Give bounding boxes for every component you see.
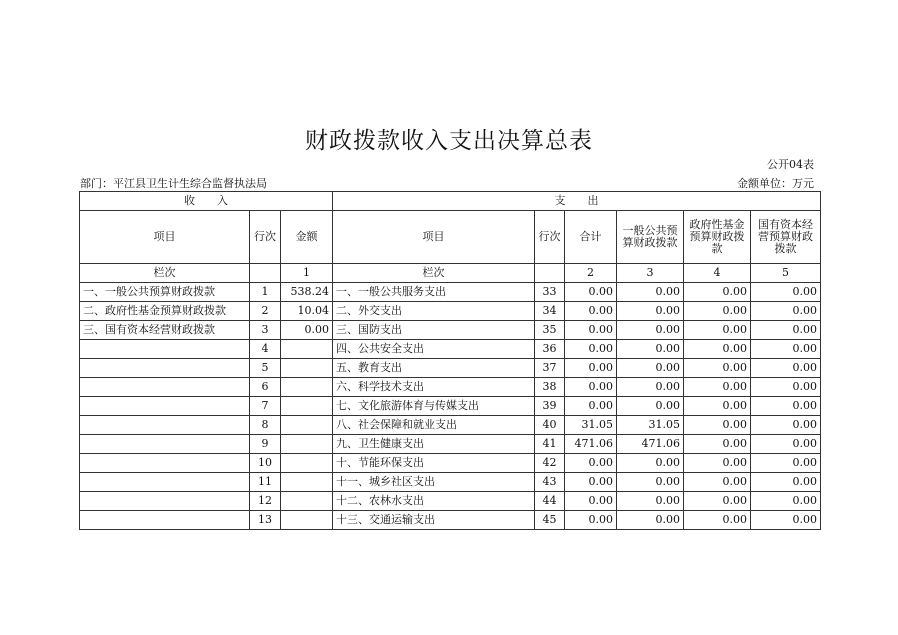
column-num-2: 2	[565, 264, 617, 283]
column-label-right: 栏次	[333, 264, 535, 283]
general-budget-cell: 0.00	[617, 511, 684, 530]
total-cell: 0.00	[565, 511, 617, 530]
income-amount-cell	[281, 454, 333, 473]
income-amount-cell	[281, 340, 333, 359]
state-capital-cell: 0.00	[751, 511, 821, 530]
expense-line-no-cell: 37	[535, 359, 565, 378]
table-row	[80, 283, 821, 302]
state-capital-cell: 0.00	[751, 435, 821, 454]
general-budget-cell: 0.00	[617, 302, 684, 321]
income-item-cell	[80, 473, 250, 492]
page-title: 财政拨款收入支出决算总表	[305, 128, 593, 154]
income-item-cell	[80, 416, 250, 435]
income-item-cell	[80, 378, 250, 397]
income-line-no-cell: 6	[250, 378, 281, 397]
general-budget-cell: 0.00	[617, 359, 684, 378]
income-item-cell	[80, 435, 250, 454]
income-line-no-cell: 13	[250, 511, 281, 530]
expense-line-no-cell: 45	[535, 511, 565, 530]
table-row	[80, 492, 821, 511]
income-item-cell	[80, 359, 250, 378]
income-item-cell: 一、一般公共预算财政拨款	[80, 283, 250, 302]
table-row	[80, 473, 821, 492]
gov-fund-cell: 0.00	[684, 454, 751, 473]
form-code: 公开04表	[767, 158, 814, 171]
general-budget-cell: 0.00	[617, 321, 684, 340]
gov-fund-cell: 0.00	[684, 416, 751, 435]
gov-fund-cell: 0.00	[684, 359, 751, 378]
income-item-cell	[80, 397, 250, 416]
state-capital-cell: 0.00	[751, 283, 821, 302]
income-amount-cell	[281, 511, 333, 530]
column-num-5: 5	[751, 264, 821, 283]
total-cell: 0.00	[565, 454, 617, 473]
income-line-no-header: 行次	[250, 211, 281, 264]
income-amount-cell: 538.24	[281, 283, 333, 302]
expense-line-no-cell: 42	[535, 454, 565, 473]
expense-item-cell: 十三、交通运输支出	[333, 511, 535, 530]
income-amount-cell	[281, 359, 333, 378]
expense-item-cell: 一、一般公共服务支出	[333, 283, 535, 302]
income-section-header: 收 入	[80, 192, 333, 211]
table-row	[80, 435, 821, 454]
income-line-no-cell: 9	[250, 435, 281, 454]
income-line-no-cell: 3	[250, 321, 281, 340]
gov-fund-cell: 0.00	[684, 397, 751, 416]
state-capital-cell: 0.00	[751, 302, 821, 321]
state-capital-cell: 0.00	[751, 378, 821, 397]
expense-line-no-cell: 35	[535, 321, 565, 340]
income-item-cell	[80, 511, 250, 530]
income-line-no-cell: 7	[250, 397, 281, 416]
expense-item-cell: 五、教育支出	[333, 359, 535, 378]
state-capital-cell: 0.00	[751, 416, 821, 435]
state-capital-cell: 0.00	[751, 473, 821, 492]
income-line-no-cell: 2	[250, 302, 281, 321]
column-blank	[250, 264, 281, 283]
expense-line-no-cell: 43	[535, 473, 565, 492]
budget-table	[79, 191, 821, 530]
state-capital-header: 国有资本经营预算财政拨款	[751, 211, 821, 264]
gov-fund-cell: 0.00	[684, 492, 751, 511]
table-row	[80, 340, 821, 359]
expense-line-no-cell: 41	[535, 435, 565, 454]
income-amount-header: 金额	[281, 211, 333, 264]
income-line-no-cell: 4	[250, 340, 281, 359]
table-row	[80, 302, 821, 321]
column-label-left: 栏次	[80, 264, 250, 283]
income-item-cell	[80, 454, 250, 473]
state-capital-cell: 0.00	[751, 321, 821, 340]
table-row	[80, 378, 821, 397]
income-amount-cell	[281, 416, 333, 435]
income-item-cell: 三、国有资本经营财政拨款	[80, 321, 250, 340]
column-blank	[535, 264, 565, 283]
table-row	[80, 454, 821, 473]
expense-item-cell: 四、公共安全支出	[333, 340, 535, 359]
state-capital-cell: 0.00	[751, 359, 821, 378]
table-row	[80, 416, 821, 435]
state-capital-cell: 0.00	[751, 492, 821, 511]
income-item-cell: 二、政府性基金预算财政拨款	[80, 302, 250, 321]
income-line-no-cell: 12	[250, 492, 281, 511]
expense-line-no-header: 行次	[535, 211, 565, 264]
total-cell: 0.00	[565, 473, 617, 492]
income-amount-cell	[281, 378, 333, 397]
expense-item-cell: 十、节能环保支出	[333, 454, 535, 473]
expense-line-no-cell: 33	[535, 283, 565, 302]
column-num-4: 4	[684, 264, 751, 283]
total-header: 合计	[565, 211, 617, 264]
general-budget-cell: 31.05	[617, 416, 684, 435]
total-cell: 0.00	[565, 283, 617, 302]
gov-fund-cell: 0.00	[684, 321, 751, 340]
expense-item-cell: 九、卫生健康支出	[333, 435, 535, 454]
total-cell: 0.00	[565, 302, 617, 321]
general-budget-cell: 0.00	[617, 454, 684, 473]
general-budget-cell: 0.00	[617, 378, 684, 397]
general-budget-cell: 0.00	[617, 397, 684, 416]
income-line-no-cell: 11	[250, 473, 281, 492]
general-budget-cell: 0.00	[617, 492, 684, 511]
expense-line-no-cell: 38	[535, 378, 565, 397]
state-capital-cell: 0.00	[751, 454, 821, 473]
general-budget-header: 一般公共预算财政拨款	[617, 211, 684, 264]
amount-unit-label: 金额单位：万元	[737, 177, 814, 190]
total-cell: 0.00	[565, 321, 617, 340]
total-cell: 0.00	[565, 378, 617, 397]
income-amount-cell	[281, 435, 333, 454]
general-budget-cell: 0.00	[617, 473, 684, 492]
gov-fund-cell: 0.00	[684, 473, 751, 492]
column-num-1: 1	[281, 264, 333, 283]
expense-line-no-cell: 39	[535, 397, 565, 416]
expense-item-cell: 七、文化旅游体育与传媒支出	[333, 397, 535, 416]
expense-item-cell: 十一、城乡社区支出	[333, 473, 535, 492]
state-capital-cell: 0.00	[751, 340, 821, 359]
income-line-no-cell: 1	[250, 283, 281, 302]
total-cell: 0.00	[565, 397, 617, 416]
expense-item-cell: 八、社会保障和就业支出	[333, 416, 535, 435]
general-budget-cell: 0.00	[617, 283, 684, 302]
income-item-header: 项目	[80, 211, 250, 264]
expense-item-cell: 六、科学技术支出	[333, 378, 535, 397]
table-row	[80, 511, 821, 530]
table-row	[80, 359, 821, 378]
general-budget-cell: 471.06	[617, 435, 684, 454]
income-amount-cell	[281, 397, 333, 416]
gov-fund-header: 政府性基金预算财政拨款	[684, 211, 751, 264]
income-line-no-cell: 10	[250, 454, 281, 473]
total-cell: 0.00	[565, 492, 617, 511]
total-cell: 31.05	[565, 416, 617, 435]
gov-fund-cell: 0.00	[684, 435, 751, 454]
expense-line-no-cell: 44	[535, 492, 565, 511]
income-line-no-cell: 8	[250, 416, 281, 435]
expense-section-header: 支 出	[333, 192, 821, 211]
expense-item-header: 项目	[333, 211, 535, 264]
income-item-cell	[80, 340, 250, 359]
expense-line-no-cell: 34	[535, 302, 565, 321]
gov-fund-cell: 0.00	[684, 378, 751, 397]
gov-fund-cell: 0.00	[684, 340, 751, 359]
expense-item-cell: 二、外交支出	[333, 302, 535, 321]
state-capital-cell: 0.00	[751, 397, 821, 416]
expense-item-cell: 三、国防支出	[333, 321, 535, 340]
expense-line-no-cell: 40	[535, 416, 565, 435]
column-num-3: 3	[617, 264, 684, 283]
expense-item-cell: 十二、农林水支出	[333, 492, 535, 511]
income-amount-cell	[281, 492, 333, 511]
table-row	[80, 397, 821, 416]
income-item-cell	[80, 492, 250, 511]
gov-fund-cell: 0.00	[684, 302, 751, 321]
income-amount-cell: 0.00	[281, 321, 333, 340]
income-line-no-cell: 5	[250, 359, 281, 378]
gov-fund-cell: 0.00	[684, 283, 751, 302]
total-cell: 0.00	[565, 359, 617, 378]
income-amount-cell	[281, 473, 333, 492]
income-amount-cell: 10.04	[281, 302, 333, 321]
expense-line-no-cell: 36	[535, 340, 565, 359]
gov-fund-cell: 0.00	[684, 511, 751, 530]
general-budget-cell: 0.00	[617, 340, 684, 359]
table-row	[80, 321, 821, 340]
total-cell: 0.00	[565, 340, 617, 359]
department-label: 部门：平江县卫生计生综合监督执法局	[80, 177, 267, 190]
total-cell: 471.06	[565, 435, 617, 454]
